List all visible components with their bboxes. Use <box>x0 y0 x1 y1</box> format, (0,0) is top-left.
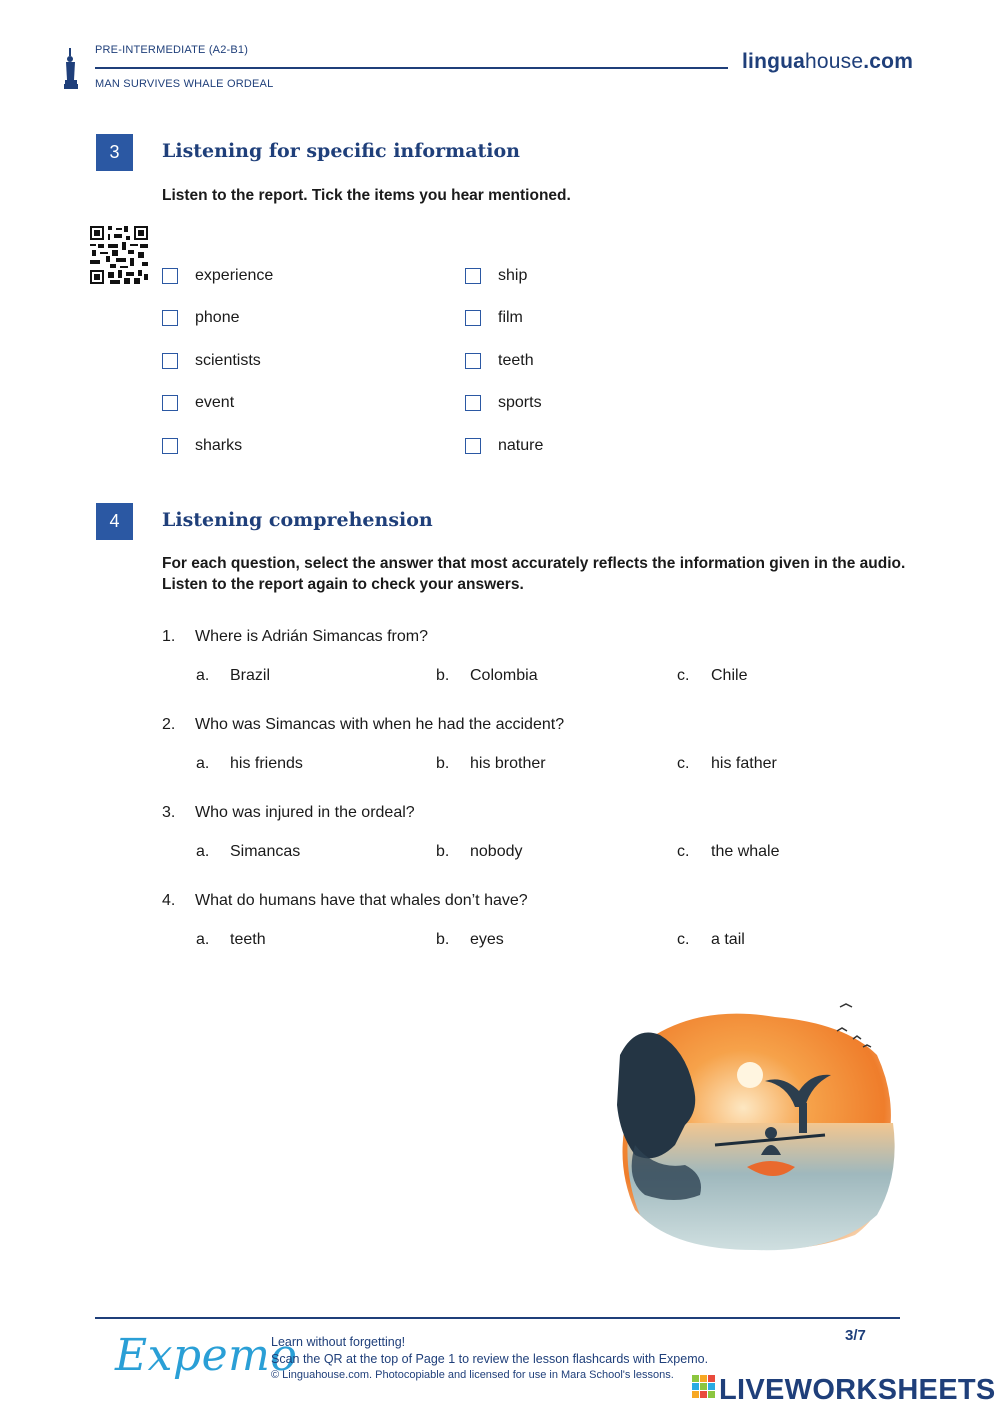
liveworksheets-logo[interactable] <box>692 1373 996 1407</box>
q1-option-b[interactable] <box>436 667 538 685</box>
question-text: Who was Simancas with when he had the accident? <box>195 716 565 733</box>
q2-option-b[interactable] <box>436 755 546 773</box>
option-text: eyes <box>470 931 504 948</box>
q4-option-a[interactable] <box>196 931 266 949</box>
checkbox[interactable] <box>465 268 481 284</box>
footer-divider <box>95 1317 900 1319</box>
linguahouse-logo <box>742 50 913 74</box>
q3-option-b[interactable] <box>436 843 523 861</box>
tick-item-sports[interactable] <box>465 391 542 415</box>
tick-item-sharks[interactable] <box>162 434 242 458</box>
expemo-logo: Expemo <box>115 1330 298 1381</box>
option-letter: a. <box>196 931 210 948</box>
question-1 <box>162 628 428 646</box>
section-4-instruction-line2: Listen to the report again to check your answers. <box>162 576 524 593</box>
checkbox[interactable] <box>465 438 481 454</box>
option-text: teeth <box>230 931 266 948</box>
checkbox[interactable] <box>162 353 178 369</box>
option-text: Colombia <box>470 667 538 684</box>
tick-label: experience <box>195 267 274 284</box>
footer-line-1: Learn without forgetting! <box>271 1335 406 1349</box>
tick-label: ship <box>498 267 528 284</box>
option-text: Chile <box>711 667 748 684</box>
option-letter: a. <box>196 843 210 860</box>
tick-label: event <box>195 394 235 411</box>
checkbox[interactable] <box>162 268 178 284</box>
tick-label: nature <box>498 437 544 454</box>
tick-label: scientists <box>195 352 261 369</box>
section-3-number: 3 <box>96 134 133 171</box>
question-number: 2. <box>162 716 176 733</box>
liveworksheets-label: LIVEWORKSHEETS <box>719 1373 996 1406</box>
level-label: PRE-INTERMEDIATE (A2-B1) <box>95 44 249 56</box>
tick-item-teeth[interactable] <box>465 349 534 373</box>
tick-label: phone <box>195 309 240 326</box>
q3-option-a[interactable] <box>196 843 300 861</box>
option-text: Brazil <box>230 667 271 684</box>
question-text: What do humans have that whales don’t have? <box>195 892 528 909</box>
question-number: 1. <box>162 628 176 645</box>
page-number: 3/7 <box>845 1327 866 1344</box>
brand-tld: .com <box>863 50 914 73</box>
option-letter: c. <box>677 843 690 860</box>
option-letter: b. <box>436 667 450 684</box>
section-4-title: Listening comprehension <box>162 509 433 531</box>
section-4-instruction-line1: For each question, select the answer that most accurately reflects the information given in the audio. <box>162 555 906 572</box>
brand-light: house <box>805 50 864 73</box>
checkbox[interactable] <box>465 310 481 326</box>
question-3 <box>162 804 415 822</box>
footer-copyright: © Linguahouse.com. Photocopiable and licensed for use in Mara School's lessons. <box>271 1369 674 1381</box>
option-text: his father <box>711 755 777 772</box>
q1-option-c[interactable] <box>677 667 747 685</box>
question-4 <box>162 892 528 910</box>
option-text: nobody <box>470 843 523 860</box>
question-number: 4. <box>162 892 176 909</box>
tick-item-ship[interactable] <box>465 264 527 288</box>
option-text: a tail <box>711 931 745 948</box>
question-text: Who was injured in the ordeal? <box>195 804 415 821</box>
tick-item-experience[interactable] <box>162 264 273 288</box>
option-letter: c. <box>677 667 690 684</box>
footer-line-2: Scan the QR at the top of Page 1 to review the lesson flashcards with Expemo. <box>271 1351 709 1366</box>
q4-option-b[interactable] <box>436 931 504 949</box>
checkbox[interactable] <box>162 310 178 326</box>
q2-option-c[interactable] <box>677 755 777 773</box>
option-letter: c. <box>677 931 690 948</box>
option-text: his friends <box>230 755 303 772</box>
tick-item-phone[interactable] <box>162 306 240 330</box>
q2-option-a[interactable] <box>196 755 303 773</box>
option-text: his brother <box>470 755 546 772</box>
q4-option-c[interactable] <box>677 931 745 949</box>
tick-item-film[interactable] <box>465 306 523 330</box>
brand-bold: lingua <box>742 50 806 73</box>
header-divider <box>95 67 728 69</box>
tick-label: sharks <box>195 437 243 454</box>
footer-text <box>271 1334 708 1384</box>
tick-item-nature[interactable] <box>465 434 543 458</box>
q3-option-c[interactable] <box>677 843 780 861</box>
checkbox[interactable] <box>465 353 481 369</box>
section-3-title: Listening for specific information <box>162 140 520 162</box>
checkbox[interactable] <box>162 438 178 454</box>
section-4-number: 4 <box>96 503 133 540</box>
q1-option-a[interactable] <box>196 667 270 685</box>
statue-of-liberty-icon <box>62 46 80 90</box>
liveworksheets-icon <box>692 1375 716 1405</box>
option-letter: a. <box>196 755 210 772</box>
tick-label: sports <box>498 394 542 411</box>
checkbox[interactable] <box>465 395 481 411</box>
tick-label: teeth <box>498 352 534 369</box>
section-3-instruction: Listen to the report. Tick the items you hear mentioned. <box>162 187 571 204</box>
checkbox[interactable] <box>162 395 178 411</box>
option-letter: a. <box>196 667 210 684</box>
option-letter: b. <box>436 843 450 860</box>
option-text: Simancas <box>230 843 301 860</box>
option-text: the whale <box>711 843 780 860</box>
question-2 <box>162 716 564 734</box>
option-letter: b. <box>436 755 450 772</box>
lesson-title: MAN SURVIVES WHALE ORDEAL <box>95 78 274 90</box>
option-letter: b. <box>436 931 450 948</box>
kayak-whale-illustration <box>615 995 905 1260</box>
option-letter: c. <box>677 755 690 772</box>
tick-item-scientists[interactable] <box>162 349 261 373</box>
tick-label: film <box>498 309 523 326</box>
question-number: 3. <box>162 804 176 821</box>
question-text: Where is Adrián Simancas from? <box>195 628 428 645</box>
tick-item-event[interactable] <box>162 391 234 415</box>
qr-code-icon[interactable] <box>90 226 148 284</box>
